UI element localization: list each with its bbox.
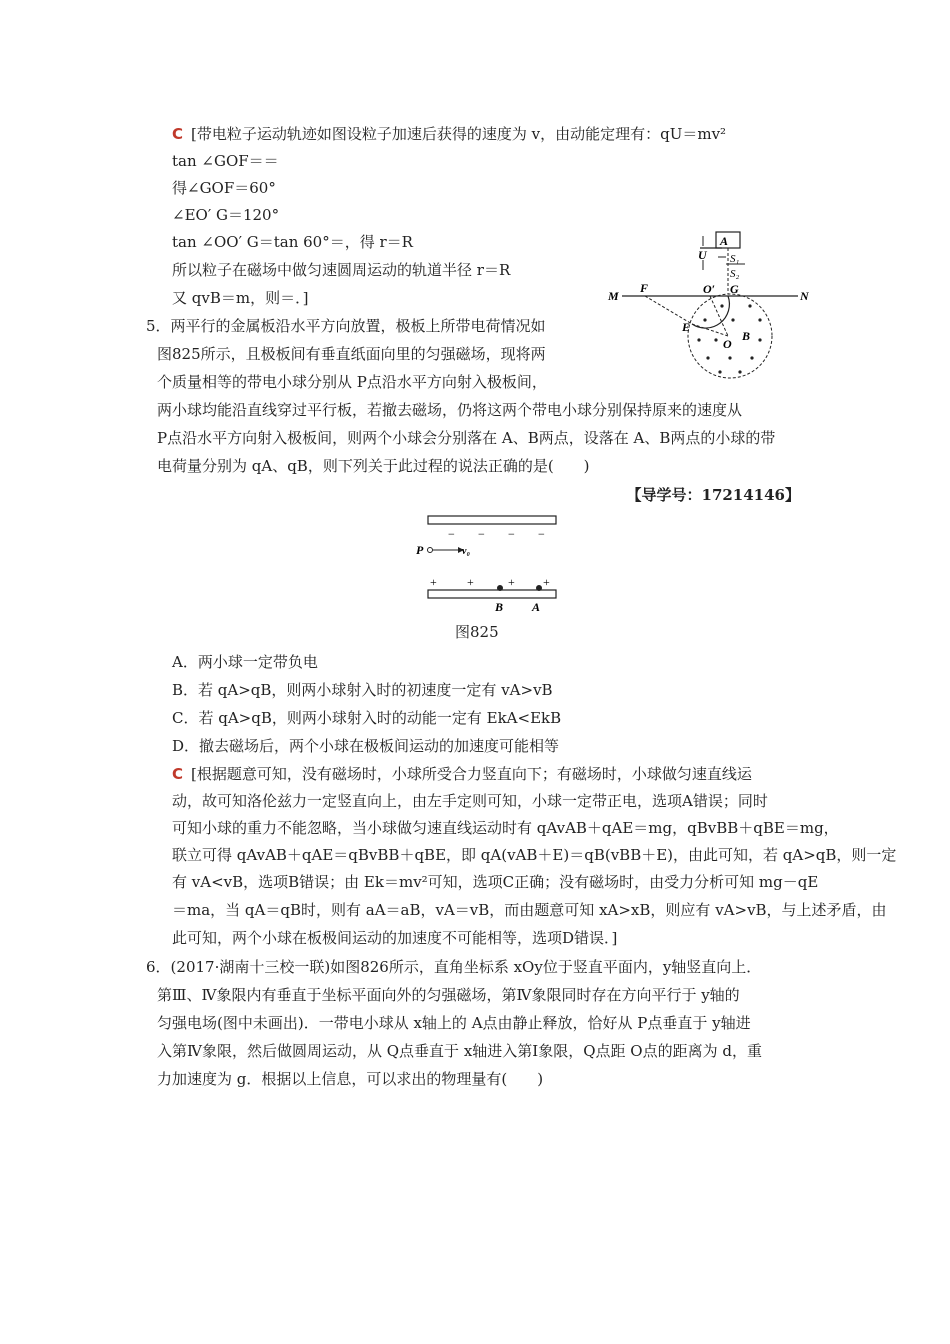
question6-line-2: 第Ⅲ、Ⅳ象限内有垂直于坐标平面向外的匀强磁场，第Ⅳ象限同时存在方向平行于 y轴的	[157, 986, 740, 1004]
minus-sign-2: −	[478, 527, 485, 541]
label-A-point: A	[532, 600, 541, 614]
plus-sign-3: +	[508, 575, 515, 589]
label-P: P	[416, 543, 424, 557]
option-d: D．撤去磁场后，两个小球在极板间运动的加速度可能相等	[172, 737, 560, 755]
solution5-line-7: 此可知，两个小球在板极间运动的加速度不可能相等，选项D错误．]	[172, 929, 618, 947]
label-M: M	[608, 289, 619, 303]
minus-sign-1: −	[448, 527, 455, 541]
figure-caption: 图825	[455, 623, 499, 641]
label-B-point: B	[495, 600, 504, 614]
solution5-line-6: ＝ma，当 qA＝qB时，则有 aA＝aB，vA＝vB，而由题意可知 xA>xB，则应有 vA>vB，与上述矛盾，由	[172, 901, 887, 919]
label-U: U	[698, 248, 707, 262]
label-v0: v₀	[462, 546, 470, 557]
option-a: A．两小球一定带负电	[172, 653, 318, 671]
solution5-line-2: 动，故可知洛伦兹力一定竖直向上，由左手定则可知，小球一定带正电，选项A错误；同时	[172, 792, 768, 810]
solution4-line-1	[172, 124, 726, 144]
label-O-prime: O′	[703, 282, 716, 296]
question5-line-5: P点沿水平方向射入极板间，则两个小球会分别落在 A、B两点，设落在 A、B两点的小球的带	[157, 429, 776, 447]
minus-sign-4: −	[538, 527, 545, 541]
solution4-text: [带电粒子运动轨迹如图设粒子加速后获得的速度为 v，由动能定理有：qU＝mv²	[191, 125, 727, 143]
solution5-line-1	[172, 764, 752, 784]
solution4-line-3: 得∠GOF＝60°	[172, 179, 276, 197]
solution5-text: [根据题意可知，没有磁场时，小球所受合力竖直向下；有磁场时，小球做匀速直线运	[191, 765, 752, 783]
solution4-line-2: tan ∠GOF＝＝	[172, 152, 279, 170]
solution4-line-7: 又 qvB＝m，则＝．]	[172, 289, 309, 307]
question5-line-1: 5．两平行的金属板沿水平方向放置，极板上所带电荷情况如	[146, 317, 546, 335]
plus-sign-2: +	[467, 575, 474, 589]
plus-sign-4: +	[543, 575, 550, 589]
solution5-line-5: 有 vA<vB，选项B错误；由 Ek＝mv²可知，选项C正确；没有磁场时，由受力分析可知 mg－qE	[172, 873, 819, 891]
answer-mark: C	[172, 765, 184, 783]
label-S2: S₂	[730, 268, 740, 280]
label-S1: S₁	[730, 253, 740, 265]
question5-line-3: 个质量相等的带电小球分别从 P点沿水平方向射入极板间，	[157, 373, 547, 391]
label-A-box: A	[720, 234, 729, 248]
label-G: G	[730, 282, 739, 296]
question5-line-6: 电荷量分别为 qA、qB，则下列关于此过程的说法正确的是( )	[157, 457, 590, 475]
plus-sign-1: +	[430, 575, 437, 589]
label-O: O	[723, 337, 732, 351]
solution4-line-6: 所以粒子在磁场中做匀速圆周运动的轨道半径 r＝R	[172, 261, 511, 279]
label-E: E	[682, 320, 691, 334]
solution5-line-4: 联立可得 qAvAB＋qAE＝qBvBB＋qBE，即 qA(vAB＋E)＝qB(vBB＋E)，由此可知，若 qA>qB，则一定	[172, 846, 897, 864]
option-c: C．若 qA>qB，则两小球射入时的动能一定有 EkA<EkB	[172, 709, 562, 727]
question5-line-4: 两小球均能沿直线穿过平行板，若撤去磁场，仍将这两个带电小球分别保持原来的速度从	[157, 401, 743, 419]
question6-line-5: 力加速度为 g．根据以上信息，可以求出的物理量有( )	[157, 1070, 544, 1088]
answer-mark: C	[172, 125, 184, 143]
solution5-line-3: 可知小球的重力不能忽略，当小球做匀速直线运动时有 qAvAB＋qAE＝mg，qBvBB＋qBE＝mg，	[172, 819, 839, 837]
label-F: F	[640, 281, 649, 295]
label-B: B	[742, 329, 751, 343]
label-N: N	[800, 289, 809, 303]
question6-line-4: 入第Ⅳ象限，然后做圆周运动，从 Q点垂直于 x轴进入第Ⅰ象限，Q点距 O点的距离为 d，重	[157, 1042, 762, 1060]
question6-line-3: 匀强电场(图中未画出)．一带电小球从 x轴上的 A点由静止释放，恰好从 P点垂直于 y轴进	[157, 1014, 751, 1032]
question6-line-1: 6．(2017·湖南十三校一联)如图826所示，直角坐标系 xOy位于竖直平面内，y轴竖直向上．	[146, 958, 762, 976]
minus-sign-3: −	[508, 527, 515, 541]
parallel-plates-figure	[410, 510, 570, 620]
option-b: B．若 qA>qB，则两小球射入时的初速度一定有 vA>vB	[172, 681, 553, 699]
magnetic-field-figure	[600, 224, 825, 384]
guide-number: 【导学号：17214146】	[626, 486, 800, 504]
question5-line-2: 图825所示，且极板间有垂直纸面向里的匀强磁场，现将两	[157, 345, 546, 363]
solution4-line-5: tan ∠OO′ G＝tan 60°＝，得 r＝R	[172, 233, 413, 251]
solution4-line-4: ∠EO′ G＝120°	[172, 206, 280, 224]
